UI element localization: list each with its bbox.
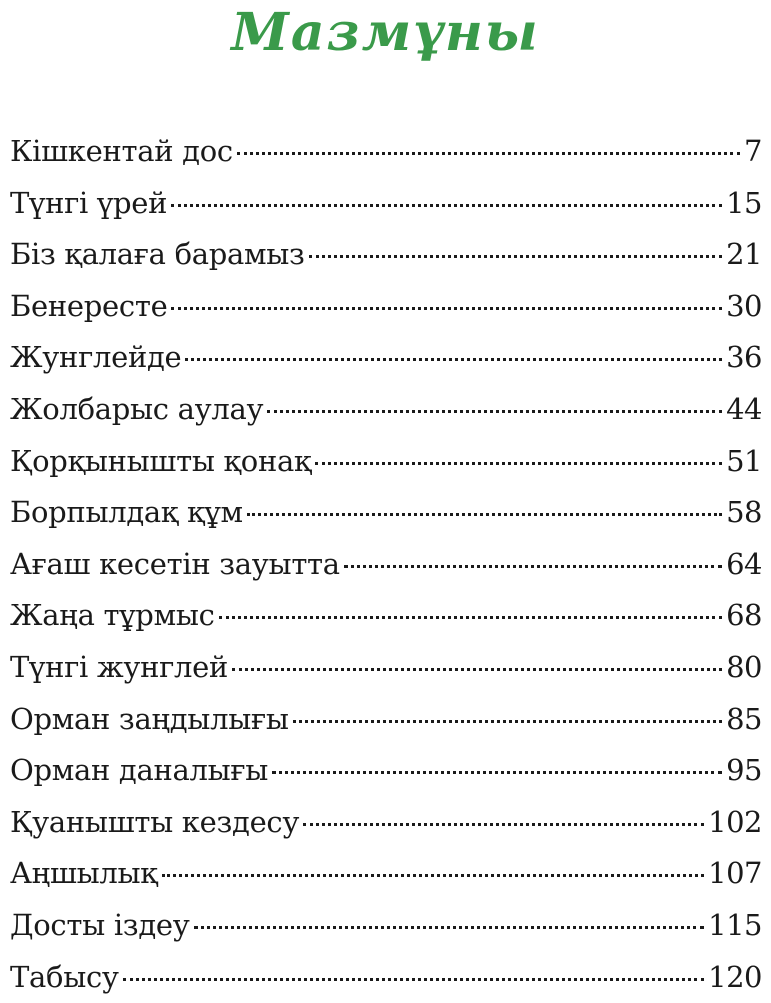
- dot-leader: [315, 462, 722, 465]
- toc-entry-title: Түнгі жунглей: [10, 642, 228, 694]
- toc-entry-title: Жунглейде: [10, 332, 181, 384]
- toc-entry-title: Біз қалаға барамыз: [10, 229, 305, 281]
- toc-entry[interactable]: [10, 590, 762, 642]
- toc-entry-page-number: 95: [726, 745, 762, 797]
- dot-leader: [171, 307, 722, 310]
- toc-entry-title: Кішкентай дос: [10, 126, 233, 178]
- toc-entry-page-number: 64: [726, 539, 762, 591]
- toc-entry-title: Орман даналығы: [10, 745, 268, 797]
- toc-entry-title: Орман заңдылығы: [10, 694, 289, 746]
- toc-entry[interactable]: [10, 281, 762, 333]
- dot-leader: [237, 152, 740, 155]
- toc-entry[interactable]: [10, 745, 762, 797]
- toc-entry-page-number: 107: [708, 848, 762, 900]
- dot-leader: [309, 255, 723, 258]
- toc-entry-page-number: 15: [726, 178, 762, 230]
- toc-entry[interactable]: [10, 539, 762, 591]
- toc-entry-title: Табысу: [10, 952, 119, 1003]
- toc-entry[interactable]: [10, 797, 762, 849]
- toc-entry[interactable]: [10, 229, 762, 281]
- toc-entry-title: Ағаш кесетін зауытта: [10, 539, 340, 591]
- dot-leader: [123, 978, 704, 981]
- toc-entry-page-number: 68: [726, 590, 762, 642]
- toc-entry-page-number: 80: [726, 642, 762, 694]
- toc-entry[interactable]: [10, 436, 762, 488]
- dot-leader: [344, 565, 722, 568]
- toc-entry-page-number: 30: [726, 281, 762, 333]
- toc-entry[interactable]: [10, 126, 762, 178]
- dot-leader: [232, 668, 722, 671]
- toc-entry[interactable]: [10, 332, 762, 384]
- toc-entry-page-number: 120: [708, 952, 762, 1003]
- toc-entry[interactable]: [10, 384, 762, 436]
- toc-entry-page-number: 115: [708, 900, 762, 952]
- page-title: Мазмұны: [0, 0, 771, 70]
- toc-entry-title: Борпылдақ құм: [10, 487, 243, 539]
- toc-entry-title: Бенересте: [10, 281, 167, 333]
- toc-entry-title: Түнгі үрей: [10, 178, 167, 230]
- toc-entry-page-number: 7: [744, 126, 762, 178]
- toc-entry-page-number: 85: [726, 694, 762, 746]
- toc-entry-page-number: 58: [726, 487, 762, 539]
- dot-leader: [267, 410, 722, 413]
- dot-leader: [272, 771, 722, 774]
- dot-leader: [293, 720, 722, 723]
- table-of-contents: [10, 126, 762, 1003]
- dot-leader: [171, 204, 722, 207]
- toc-entry-title: Жаңа тұрмыс: [10, 590, 215, 642]
- toc-entry-page-number: 102: [708, 797, 762, 849]
- toc-entry-page-number: 51: [726, 436, 762, 488]
- toc-entry-title: Аңшылық: [10, 848, 158, 900]
- dot-leader: [219, 616, 723, 619]
- toc-entry-title: Досты іздеу: [10, 900, 190, 952]
- toc-entry-page-number: 21: [726, 229, 762, 281]
- toc-entry[interactable]: [10, 487, 762, 539]
- dot-leader: [162, 874, 705, 877]
- toc-entry-title: Қорқынышты қонақ: [10, 436, 311, 488]
- dot-leader: [247, 513, 722, 516]
- dot-leader: [303, 823, 704, 826]
- toc-entry-title: Жолбарыс аулау: [10, 384, 263, 436]
- toc-entry[interactable]: [10, 642, 762, 694]
- toc-entry-page-number: 36: [726, 332, 762, 384]
- toc-entry[interactable]: [10, 952, 762, 1003]
- toc-entry[interactable]: [10, 848, 762, 900]
- dot-leader: [185, 358, 722, 361]
- toc-entry-page-number: 44: [726, 384, 762, 436]
- dot-leader: [194, 926, 705, 929]
- toc-entry[interactable]: [10, 694, 762, 746]
- toc-entry[interactable]: [10, 178, 762, 230]
- toc-entry[interactable]: [10, 900, 762, 952]
- toc-entry-title: Қуанышты кездесу: [10, 797, 299, 849]
